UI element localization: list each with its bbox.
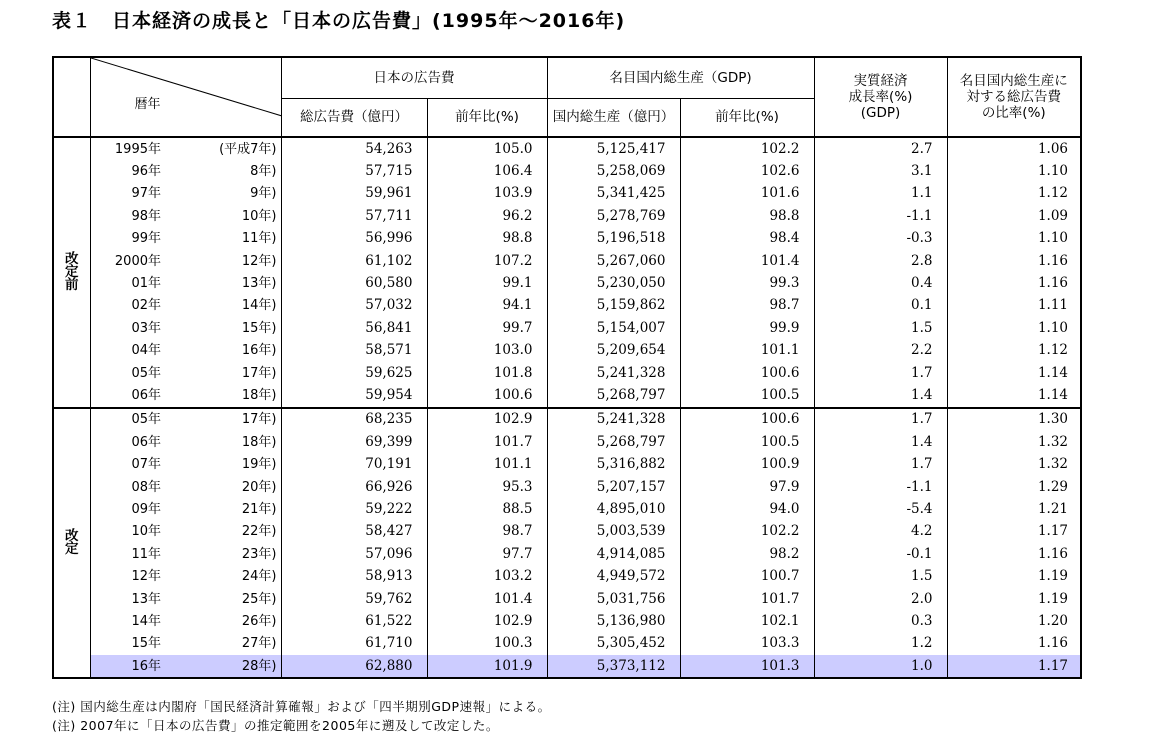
year-cell: 15年 xyxy=(131,636,161,652)
ad-total-cell: 59,762 xyxy=(281,588,427,610)
ad-total-cell: 56,996 xyxy=(281,228,427,250)
ratio-cell: 1.10 xyxy=(947,317,1081,339)
real-growth-header xyxy=(814,57,947,137)
gdp-total-cell: 5,136,980 xyxy=(547,610,680,632)
era-year-cell: 17年) xyxy=(173,408,281,431)
gdp-total-cell: 5,125,417 xyxy=(547,137,680,160)
gdp-yoy-cell: 100.5 xyxy=(680,431,814,453)
gdp-total-cell: 5,258,069 xyxy=(547,160,680,182)
ratio-cell: 1.17 xyxy=(947,655,1081,678)
real-growth-cell: 0.1 xyxy=(814,295,947,317)
gdp-total-cell: 5,207,157 xyxy=(547,476,680,498)
real-growth-cell: -5.4 xyxy=(814,498,947,520)
table-row xyxy=(53,565,1081,587)
table-row xyxy=(53,431,1081,453)
year-cell: 07年 xyxy=(131,457,161,473)
real-growth-cell: 1.1 xyxy=(814,183,947,205)
era-year-cell: 13年) xyxy=(173,272,281,294)
year-cell: 09年 xyxy=(131,501,161,517)
table-row xyxy=(53,633,1081,655)
era-year-cell: 11年) xyxy=(173,228,281,250)
year-cell: 06年 xyxy=(131,434,161,450)
gdp-yoy-cell: 102.2 xyxy=(680,521,814,543)
table-row xyxy=(53,408,1081,431)
gdp-total-cell: 4,949,572 xyxy=(547,565,680,587)
table-row xyxy=(53,588,1081,610)
gdp-yoy-cell: 98.4 xyxy=(680,228,814,250)
gdp-yoy-cell: 101.7 xyxy=(680,588,814,610)
gdp-total-cell: 5,278,769 xyxy=(547,205,680,227)
ad-total-cell: 58,913 xyxy=(281,565,427,587)
real-growth-cell: 1.5 xyxy=(814,565,947,587)
real-growth-cell: 0.3 xyxy=(814,610,947,632)
gdp-total-cell: 5,316,882 xyxy=(547,453,680,475)
era-year-cell: 20年) xyxy=(173,476,281,498)
ratio-cell: 1.11 xyxy=(947,295,1081,317)
year-header-label: 暦年 xyxy=(134,97,161,112)
ratio-cell: 1.32 xyxy=(947,431,1081,453)
gdp-total-header: 国内総生産（億円） xyxy=(547,99,680,138)
year-cell: 08年 xyxy=(131,479,161,495)
era-year-cell: 17年) xyxy=(173,362,281,384)
gdp-yoy-cell: 100.6 xyxy=(680,362,814,384)
year-cell: 02年 xyxy=(131,298,161,314)
ad-yoy-cell: 101.7 xyxy=(427,431,547,453)
ad-total-cell: 58,571 xyxy=(281,340,427,362)
year-cell: 1995年 xyxy=(114,141,161,157)
real-growth-cell: 2.2 xyxy=(814,340,947,362)
year-cell: 12年 xyxy=(131,569,161,585)
real-growth-cell: 1.2 xyxy=(814,633,947,655)
gdp-total-cell: 4,895,010 xyxy=(547,498,680,520)
ad-total-cell: 61,102 xyxy=(281,250,427,272)
real-growth-line1: 実質経済 xyxy=(853,73,908,89)
real-growth-cell: 1.5 xyxy=(814,317,947,339)
gdp-yoy-cell: 98.7 xyxy=(680,295,814,317)
ad-total-cell: 61,522 xyxy=(281,610,427,632)
gdp-yoy-cell: 99.3 xyxy=(680,272,814,294)
era-year-cell: 10年) xyxy=(173,205,281,227)
era-year-cell: 28年) xyxy=(173,655,281,678)
table-row xyxy=(53,655,1081,678)
real-growth-cell: 2.8 xyxy=(814,250,947,272)
diagonal-line xyxy=(91,58,282,136)
ad-yoy-cell: 103.9 xyxy=(427,183,547,205)
ad-total-cell: 58,427 xyxy=(281,521,427,543)
gdp-total-cell: 5,241,328 xyxy=(547,408,680,431)
ad-total-cell: 57,032 xyxy=(281,295,427,317)
gdp-yoy-cell: 97.9 xyxy=(680,476,814,498)
era-year-cell: 18年) xyxy=(173,384,281,407)
section-after-label-char: 改 xyxy=(65,528,79,545)
ad-total-cell: 57,715 xyxy=(281,160,427,182)
era-year-cell: 26年) xyxy=(173,610,281,632)
ad-yoy-cell: 96.2 xyxy=(427,205,547,227)
section-after-label-char: 定 xyxy=(65,541,79,558)
era-year-cell: 21年) xyxy=(173,498,281,520)
year-cell: 13年 xyxy=(131,591,161,607)
gdp-yoy-cell: 102.2 xyxy=(680,137,814,160)
ad-yoy-cell: 103.2 xyxy=(427,565,547,587)
ad-yoy-cell: 102.9 xyxy=(427,408,547,431)
gdp-total-cell: 5,196,518 xyxy=(547,228,680,250)
gdp-total-cell: 5,373,112 xyxy=(547,655,680,678)
era-year-cell: (平成7年) xyxy=(173,137,281,160)
footnote-1: (注) 国内総生産は内閣府「国民経済計算確報」および「四半期別GDP速報」による。 xyxy=(52,699,551,714)
gdp-yoy-cell: 101.6 xyxy=(680,183,814,205)
table-row xyxy=(53,183,1081,205)
table-row xyxy=(53,317,1081,339)
gdp-total-cell: 5,305,452 xyxy=(547,633,680,655)
era-year-cell: 16年) xyxy=(173,340,281,362)
table-row xyxy=(53,205,1081,227)
gdp-total-cell: 5,341,425 xyxy=(547,183,680,205)
ad-yoy-cell: 102.9 xyxy=(427,610,547,632)
gdp-total-cell: 5,230,050 xyxy=(547,272,680,294)
table-row xyxy=(53,610,1081,632)
ratio-header xyxy=(947,57,1081,137)
ratio-cell: 1.19 xyxy=(947,588,1081,610)
ad-yoy-cell: 99.1 xyxy=(427,272,547,294)
year-cell: 16年 xyxy=(90,655,173,678)
year-cell: 99年 xyxy=(131,231,161,247)
gdp-group-header: 名目国内総生産（GDP) xyxy=(547,57,814,99)
ad-yoy-header: 前年比(%) xyxy=(427,99,547,138)
ad-yoy-cell: 100.3 xyxy=(427,633,547,655)
gdp-yoy-cell: 98.2 xyxy=(680,543,814,565)
real-growth-line3: (GDP) xyxy=(860,105,901,121)
gdp-total-cell: 5,268,797 xyxy=(547,431,680,453)
ratio-cell: 1.16 xyxy=(947,272,1081,294)
ad-total-cell: 68,235 xyxy=(281,408,427,431)
ratio-cell: 1.29 xyxy=(947,476,1081,498)
real-growth-cell: 1.4 xyxy=(814,384,947,407)
real-growth-cell: 2.0 xyxy=(814,588,947,610)
ad-total-cell: 66,926 xyxy=(281,476,427,498)
ad-total-cell: 60,580 xyxy=(281,272,427,294)
year-cell: 10年 xyxy=(131,524,161,540)
section-before-label-char: 定 xyxy=(65,263,79,280)
year-header-cell xyxy=(90,57,281,137)
gdp-total-cell: 5,267,060 xyxy=(547,250,680,272)
ad-total-cell: 69,399 xyxy=(281,431,427,453)
era-year-cell: 19年) xyxy=(173,453,281,475)
year-cell: 03年 xyxy=(131,320,161,336)
era-year-cell: 27年) xyxy=(173,633,281,655)
era-year-cell: 18年) xyxy=(173,431,281,453)
ratio-cell: 1.10 xyxy=(947,228,1081,250)
ad-yoy-cell: 107.2 xyxy=(427,250,547,272)
table-row xyxy=(53,340,1081,362)
real-growth-cell: 1.7 xyxy=(814,408,947,431)
gdp-yoy-cell: 100.5 xyxy=(680,384,814,407)
era-year-cell: 22年) xyxy=(173,521,281,543)
ad-yoy-cell: 103.0 xyxy=(427,340,547,362)
gdp-total-cell: 5,031,756 xyxy=(547,588,680,610)
gdp-yoy-cell: 94.0 xyxy=(680,498,814,520)
gdp-yoy-cell: 101.4 xyxy=(680,250,814,272)
era-year-cell: 14年) xyxy=(173,295,281,317)
ad-total-cell: 59,222 xyxy=(281,498,427,520)
real-growth-cell: 0.4 xyxy=(814,272,947,294)
gdp-yoy-cell: 100.6 xyxy=(680,408,814,431)
table-row xyxy=(53,250,1081,272)
real-growth-cell: 1.7 xyxy=(814,453,947,475)
year-cell: 06年 xyxy=(90,384,173,407)
gdp-yoy-header: 前年比(%) xyxy=(680,99,814,138)
corner-blank xyxy=(53,57,90,137)
ad-gdp-table xyxy=(52,56,1082,679)
year-cell: 98年 xyxy=(131,208,161,224)
ad-total-cell: 59,954 xyxy=(281,384,427,407)
ratio-cell: 1.12 xyxy=(947,340,1081,362)
gdp-total-cell: 5,268,797 xyxy=(547,384,680,407)
real-growth-cell: 1.0 xyxy=(814,655,947,678)
ratio-line2: 対する総広告費 xyxy=(966,89,1061,105)
ad-total-cell: 57,096 xyxy=(281,543,427,565)
gdp-total-cell: 5,154,007 xyxy=(547,317,680,339)
table-row xyxy=(53,453,1081,475)
year-cell: 05年 xyxy=(131,412,161,428)
table-row xyxy=(53,521,1081,543)
table-row xyxy=(53,543,1081,565)
ad-total-cell: 59,961 xyxy=(281,183,427,205)
year-cell: 2000年 xyxy=(114,253,161,269)
footnote-2: (注) 2007年に「日本の広告費」の推定範囲を2005年に遡及して改定した。 xyxy=(52,718,499,733)
ad-total-cell: 61,710 xyxy=(281,633,427,655)
ad-yoy-cell: 97.7 xyxy=(427,543,547,565)
year-cell: 01年 xyxy=(131,276,161,292)
ratio-cell: 1.14 xyxy=(947,362,1081,384)
ratio-cell: 1.16 xyxy=(947,543,1081,565)
gdp-yoy-cell: 100.7 xyxy=(680,565,814,587)
ad-total-cell: 70,191 xyxy=(281,453,427,475)
table-row xyxy=(53,384,1081,407)
ratio-cell: 1.30 xyxy=(947,408,1081,431)
year-cell: 04年 xyxy=(131,343,161,359)
gdp-total-cell: 5,003,539 xyxy=(547,521,680,543)
section-before-label-char: 改 xyxy=(65,250,79,267)
era-year-cell: 25年) xyxy=(173,588,281,610)
section-before-label xyxy=(53,137,90,408)
gdp-yoy-cell: 101.3 xyxy=(680,655,814,678)
ratio-cell: 1.12 xyxy=(947,183,1081,205)
ad-yoy-cell: 101.8 xyxy=(427,362,547,384)
ad-yoy-cell: 101.9 xyxy=(427,655,547,678)
gdp-total-cell: 4,914,085 xyxy=(547,543,680,565)
real-growth-cell: -1.1 xyxy=(814,205,947,227)
ratio-cell: 1.14 xyxy=(947,384,1081,407)
ad-yoy-cell: 105.0 xyxy=(427,137,547,160)
year-cell: 96年 xyxy=(131,164,161,180)
ad-total-cell: 54,263 xyxy=(281,137,427,160)
real-growth-cell: -0.1 xyxy=(814,543,947,565)
ratio-line1: 名目国内総生産に xyxy=(959,73,1068,89)
ad-yoy-cell: 100.6 xyxy=(427,384,547,407)
ad-yoy-cell: 98.8 xyxy=(427,228,547,250)
gdp-yoy-cell: 102.6 xyxy=(680,160,814,182)
gdp-yoy-cell: 98.8 xyxy=(680,205,814,227)
gdp-total-cell: 5,241,328 xyxy=(547,362,680,384)
ad-yoy-cell: 99.7 xyxy=(427,317,547,339)
real-growth-cell: 1.4 xyxy=(814,431,947,453)
footnotes xyxy=(52,697,551,735)
ratio-cell: 1.21 xyxy=(947,498,1081,520)
section-after-label xyxy=(53,408,90,679)
ratio-cell: 1.32 xyxy=(947,453,1081,475)
ad-total-header: 総広告費（億円） xyxy=(281,99,427,138)
table-row xyxy=(53,272,1081,294)
ad-yoy-cell: 106.4 xyxy=(427,160,547,182)
gdp-yoy-cell: 100.9 xyxy=(680,453,814,475)
ad-total-cell: 57,711 xyxy=(281,205,427,227)
table-row xyxy=(53,295,1081,317)
ad-yoy-cell: 101.4 xyxy=(427,588,547,610)
ad-total-cell: 56,841 xyxy=(281,317,427,339)
real-growth-cell: 1.7 xyxy=(814,362,947,384)
ratio-cell: 1.10 xyxy=(947,160,1081,182)
ad-total-cell: 59,625 xyxy=(281,362,427,384)
era-year-cell: 8年) xyxy=(173,160,281,182)
table-row xyxy=(53,228,1081,250)
ad-yoy-cell: 101.1 xyxy=(427,453,547,475)
ad-total-cell: 62,880 xyxy=(281,655,427,678)
gdp-yoy-cell: 99.9 xyxy=(680,317,814,339)
real-growth-cell: 3.1 xyxy=(814,160,947,182)
ad-yoy-cell: 94.1 xyxy=(427,295,547,317)
ratio-cell: 1.09 xyxy=(947,205,1081,227)
table-row xyxy=(53,476,1081,498)
table-row xyxy=(53,137,1081,160)
table-row xyxy=(53,160,1081,182)
era-year-cell: 9年) xyxy=(173,183,281,205)
ratio-cell: 1.17 xyxy=(947,521,1081,543)
gdp-total-cell: 5,209,654 xyxy=(547,340,680,362)
gdp-yoy-cell: 102.1 xyxy=(680,610,814,632)
gdp-yoy-cell: 103.3 xyxy=(680,633,814,655)
era-year-cell: 24年) xyxy=(173,565,281,587)
year-cell: 14年 xyxy=(131,613,161,629)
ratio-line3: の比率(%) xyxy=(981,105,1046,121)
real-growth-cell: -1.1 xyxy=(814,476,947,498)
table-row xyxy=(53,498,1081,520)
ratio-cell: 1.20 xyxy=(947,610,1081,632)
ad-yoy-cell: 95.3 xyxy=(427,476,547,498)
gdp-yoy-cell: 101.1 xyxy=(680,340,814,362)
year-cell: 11年 xyxy=(131,546,161,562)
gdp-total-cell: 5,159,862 xyxy=(547,295,680,317)
real-growth-line2: 成長率(%) xyxy=(848,89,913,105)
page-title: 表１ 日本経済の成長と「日本の広告費」(1995年〜2016年) xyxy=(52,10,626,32)
real-growth-cell: -0.3 xyxy=(814,228,947,250)
year-cell: 97年 xyxy=(131,186,161,202)
ratio-cell: 1.19 xyxy=(947,565,1081,587)
era-year-cell: 15年) xyxy=(173,317,281,339)
table-row xyxy=(53,362,1081,384)
section-before-label-char: 前 xyxy=(65,276,79,293)
real-growth-cell: 4.2 xyxy=(814,521,947,543)
ad-yoy-cell: 98.7 xyxy=(427,521,547,543)
real-growth-cell: 2.7 xyxy=(814,137,947,160)
ad-yoy-cell: 88.5 xyxy=(427,498,547,520)
ratio-cell: 1.16 xyxy=(947,633,1081,655)
ratio-cell: 1.06 xyxy=(947,137,1081,160)
era-year-cell: 12年) xyxy=(173,250,281,272)
year-cell: 05年 xyxy=(131,365,161,381)
ratio-cell: 1.16 xyxy=(947,250,1081,272)
ad-group-header: 日本の広告費 xyxy=(281,57,547,99)
era-year-cell: 23年) xyxy=(173,543,281,565)
